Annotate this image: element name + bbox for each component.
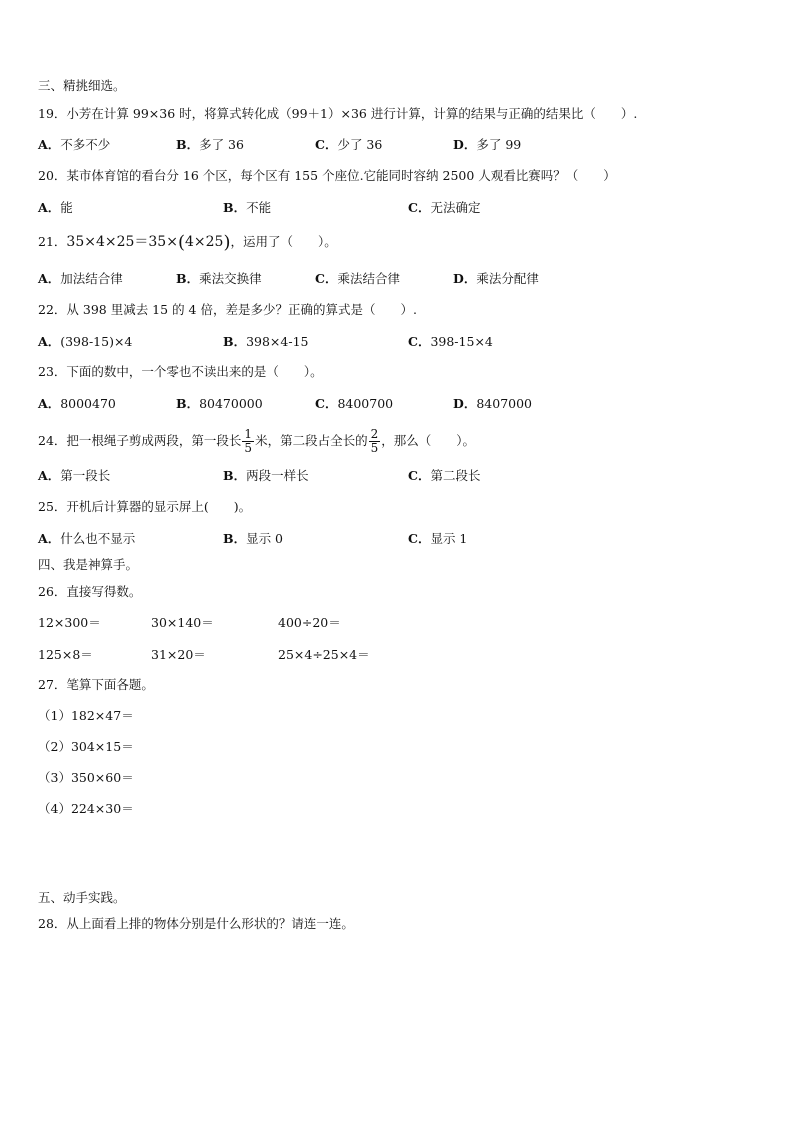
q25-option-a: A．什么也不显示 (38, 531, 136, 546)
q24-fraction-two-fifths: $\frac{2}{5}$ (370, 427, 379, 455)
q20-option-b: B．不能 (223, 200, 272, 215)
q23-option-a: A．8000470 (38, 396, 116, 411)
q22-option-a: A．(398-15)×4 (38, 334, 133, 349)
q27-item: （3）350×60＝ (38, 770, 134, 785)
q19-option-a: A．不多不少 (38, 137, 111, 152)
question-24-stem: 24．把一根绳子剪成两段，第一段长 $\frac{1}{5}$ 米，第二段占全长的 $\frac{2}{5}$ ，那么（ ）。 (38, 427, 475, 455)
q27-item: （4）224×30＝ (38, 801, 134, 816)
question-25-stem: 25．开机后计算器的显示屏上( )。 (38, 499, 252, 514)
q25-option-c: C．显示 1 (408, 531, 468, 546)
question-21-stem: 21．35×4×25＝35×(4×25)，运用了（ ）。 (38, 232, 337, 253)
section-5-heading: 五、动手实践。 (38, 890, 126, 905)
section-3-heading: 三、精挑细选。 (38, 78, 126, 93)
q26-item: 30×140＝ (151, 615, 214, 630)
q26-item: 31×20＝ (151, 647, 206, 662)
q21-option-c: C．乘法结合律 (315, 271, 400, 286)
question-22-stem: 22．从 398 里减去 15 的 4 倍，差是多少？正确的算式是（ ）. (38, 302, 417, 317)
q25-option-b: B．显示 0 (223, 531, 284, 546)
q21-option-d: D．乘法分配律 (453, 271, 539, 286)
q26-item: 125×8＝ (38, 647, 93, 662)
question-28-stem: 28．从上面看上排的物体分别是什么形状的？请连一连。 (38, 916, 354, 931)
q24-fraction-one-fifth: $\frac{1}{5}$ (244, 427, 253, 455)
q26-item: 25×4÷25×4＝ (278, 647, 370, 662)
q27-item: （1）182×47＝ (38, 708, 134, 723)
q19-option-c: C．少了 36 (315, 137, 383, 152)
q26-item: 12×300＝ (38, 615, 101, 630)
q24-option-b: B．两段一样长 (223, 468, 309, 483)
q21-expression: 35×4×25＝35×(4×25) (66, 232, 231, 253)
q24-option-a: A．第一段长 (38, 468, 111, 483)
q23-option-d: D．8407000 (453, 396, 533, 411)
q19-option-d: D．多了 99 (453, 137, 522, 152)
q20-option-a: A．能 (38, 200, 73, 215)
q22-option-c: C．398-15×4 (408, 334, 493, 349)
q27-item: （2）304×15＝ (38, 739, 134, 754)
q21-option-a: A．加法结合律 (38, 271, 123, 286)
q20-option-c: C．无法确定 (408, 200, 481, 215)
q21-option-b: B．乘法交换律 (176, 271, 262, 286)
q23-option-b: B．80470000 (176, 396, 263, 411)
q24-option-c: C．第二段长 (408, 468, 481, 483)
q23-option-c: C．8400700 (315, 396, 394, 411)
q19-option-b: B．多了 36 (176, 137, 244, 152)
question-19-stem: 19．小芳在计算 99×36 时，将算式转化成（99＋1）×36 进行计算，计算的结果与正确的结果比（ ）. (38, 106, 638, 121)
question-27-stem: 27．笔算下面各题。 (38, 677, 154, 692)
question-20-stem: 20．某市体育馆的看台分 16 个区，每个区有 155 个座位.它能同时容纳 2500 人观看比赛吗？（ ） (38, 168, 616, 183)
q22-option-b: B．398×4-15 (223, 334, 309, 349)
question-26-stem: 26．直接写得数。 (38, 584, 142, 599)
section-4-heading: 四、我是神算手。 (38, 557, 139, 572)
question-23-stem: 23．下面的数中，一个零也不读出来的是（ ）。 (38, 364, 323, 379)
q26-item: 400÷20＝ (278, 615, 341, 630)
